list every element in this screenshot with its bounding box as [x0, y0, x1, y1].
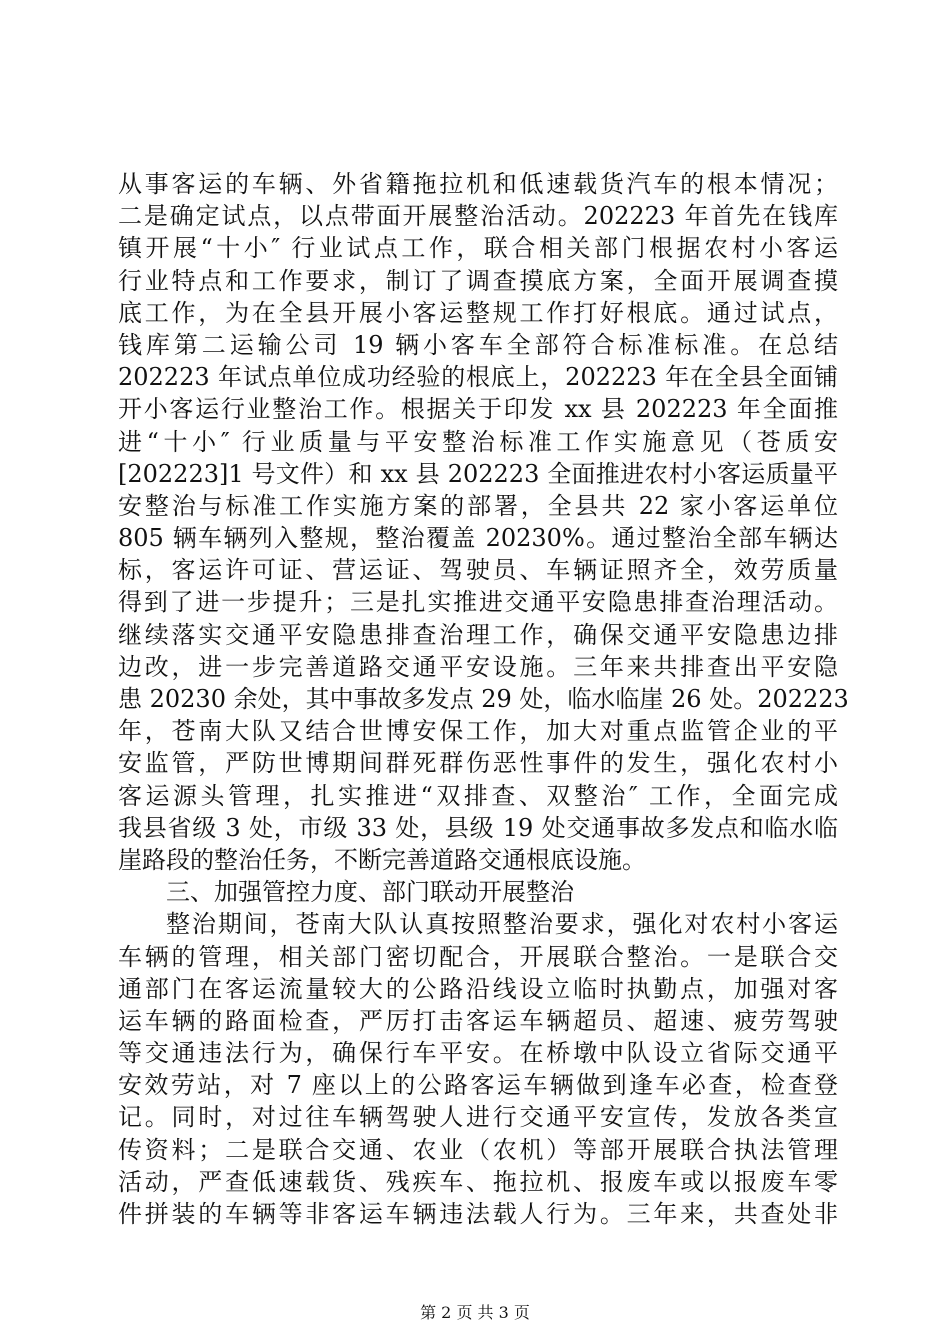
- text-line: 底工作，为在全县开展小客运整规工作打好根底。通过试点，: [118, 298, 838, 327]
- text-line: 得到了进一步提升；三是扎实推进交通平安隐患排查治理活动。: [118, 588, 838, 617]
- text-line: 202223 年试点单位成功经验的根底上，202223 年在全县全面铺: [118, 363, 838, 392]
- text-line: 开小客运行业整治工作。根据关于印发 xx 县 202223 年全面推: [118, 395, 838, 424]
- text-line: 活动，严查低速载货、残疾车、拖拉机、报废车或以报废车零: [118, 1167, 838, 1196]
- text-line: 标，客运许可证、营运证、驾驶员、车辆证照齐全，效劳质量: [118, 556, 838, 585]
- text-line: 安监管，严防世博期间群死群伤恶性事件的发生，强化农村小: [118, 749, 838, 778]
- text-line: 边改，进一步完善道路交通平安设施。三年来共排查出平安隐: [118, 652, 838, 681]
- text-line: 805 辆车辆列入整规，整治覆盖 20230%。通过整治全部车辆达: [118, 524, 838, 553]
- text-line: 等交通违法行为，确保行车平安。在桥墩中队设立省际交通平: [118, 1039, 838, 1068]
- text-line: 记。同时，对过往车辆驾驶人进行交通平安宣传，发放各类宣: [118, 1103, 838, 1132]
- text-line: 安整治与标准工作实施方案的部署，全县共 22 家小客运单位: [118, 491, 838, 520]
- text-line: 运车辆的路面检查，严厉打击客运车辆超员、超速、疲劳驾驶: [118, 1006, 838, 1035]
- text-line: 我县省级 3 处，市级 33 处，县级 19 处交通事故多发点和临水临: [118, 813, 838, 842]
- text-line: 进“十小″ 行业质量与平安整治标准工作实施意见（苍质安: [118, 427, 838, 456]
- text-line: 镇开展“十小″ 行业试点工作，联合相关部门根据农村小客运: [118, 234, 838, 263]
- text-line: 从事客运的车辆、外省籍拖拉机和低速载货汽车的根本情况；: [118, 170, 838, 198]
- text-line: 通部门在客运流量较大的公路沿线设立临时执勤点，加强对客: [118, 974, 838, 1003]
- text-line: 传资料；二是联合交通、农业（农机）等部开展联合执法管理: [118, 1135, 838, 1164]
- text-line: [202223]1 号文件）和 xx 县 202223 全面推进农村小客运质量平: [118, 459, 838, 488]
- text-line: 继续落实交通平安隐患排查治理工作，确保交通平安隐患边排: [118, 620, 838, 649]
- body-text: [118, 168, 849, 1230]
- text-line: 客运源头管理，扎实推进“双排查、双整治″ 工作，全面完成: [118, 781, 838, 810]
- text-line: 行业特点和工作要求，制订了调查摸底方案，全面开展调查摸: [118, 266, 838, 295]
- text-line: 安效劳站，对 7 座以上的公路客运车辆做到逢车必查，检查登: [118, 1071, 838, 1100]
- text-line: 整治期间，苍南大队认真按照整治要求，强化对农村小客运: [166, 910, 838, 939]
- page-footer: 第 2 页 共 3 页: [420, 1303, 530, 1322]
- text-line: 患 20230 余处，其中事故多发点 29 处，临水临崖 26 处。202223: [118, 685, 849, 713]
- text-line: 件拼装的车辆等非客运车辆违法载人行为。三年来，共查处非: [118, 1200, 838, 1228]
- text-line: 车辆的管理，相关部门密切配合，开展联合整治。一是联合交: [118, 942, 838, 971]
- text-line: 钱库第二运输公司 19 辆小客车全部符合标准标准。在总结: [118, 330, 838, 359]
- text-line: 年，苍南大队又结合世博安保工作，加大对重点监管企业的平: [118, 717, 838, 746]
- section-heading: 三、加强管控力度、部门联动开展整治: [166, 878, 574, 907]
- text-line: 崖路段的整治任务，不断完善道路交通根底设施。: [118, 845, 646, 874]
- text-line: 二是确定试点，以点带面开展整治活动。202223 年首先在钱库: [118, 202, 838, 231]
